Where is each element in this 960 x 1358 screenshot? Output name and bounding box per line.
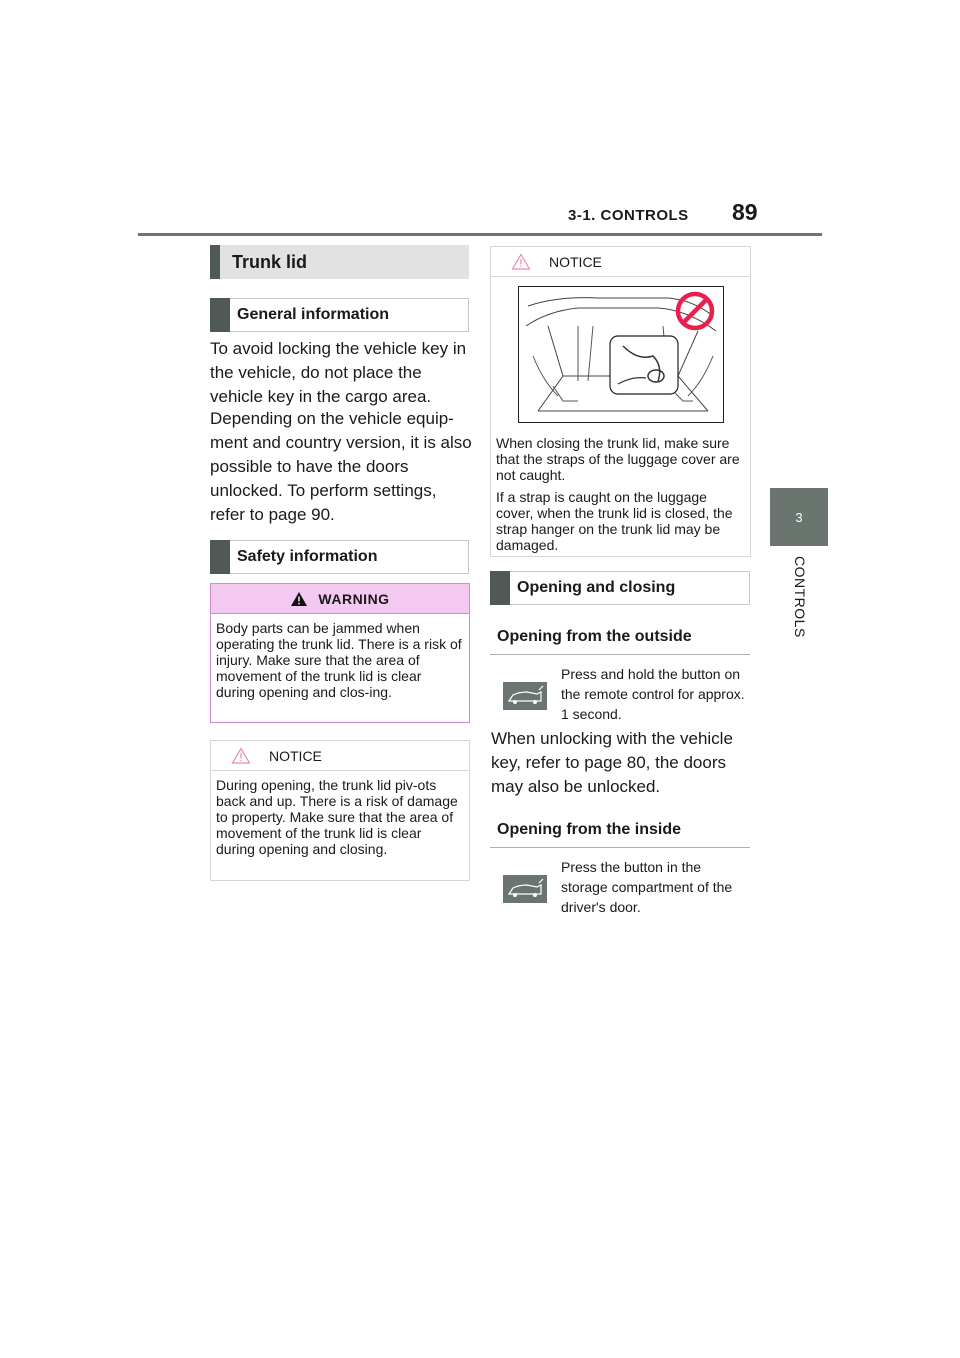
chapter-label-wrap — [786, 556, 810, 656]
subsection-opening-closing-title: Opening and closing — [517, 579, 676, 596]
notice-box-left — [210, 740, 470, 881]
section-title: 3-1. CONTROLS — [568, 207, 689, 224]
notice-box-right — [490, 246, 751, 557]
subsection-safety-information — [210, 540, 469, 574]
rule-outside — [490, 654, 750, 655]
trunk-button-icon-door — [503, 875, 547, 903]
trunk-button-icon-remote — [503, 682, 547, 710]
step-inside: Press the button in the storage compartment of the driver's door. — [561, 859, 733, 915]
subsection-general-information — [210, 298, 469, 332]
notice-icon — [231, 747, 251, 764]
section-trunk-lid — [210, 245, 469, 279]
car-trunk-icon — [503, 682, 547, 710]
chapter-number: 3 — [795, 509, 803, 525]
notice-text-right-1: When closing the trunk lid, make sure that the straps of the luggage cover are not caught. — [496, 435, 740, 483]
heading-opening-outside: Opening from the outside — [497, 628, 692, 645]
paragraph-key-location: To avoid locking the vehicle key in the vehicle, do not place the vehicle key in the cargo area. — [210, 339, 467, 406]
notice-header-left — [211, 741, 469, 771]
paragraph-equipment: Depending on the vehicle equip-ment and country version, it is also possible to have the doors unlocked. To perform settings, refer to page 90. — [210, 409, 472, 524]
warning-label: WARNING — [318, 590, 390, 607]
header-rule — [138, 233, 822, 236]
heading-opening-inside: Opening from the inside — [497, 821, 682, 838]
car-trunk-icon — [503, 875, 547, 903]
notice-label-right: NOTICE — [549, 253, 602, 270]
notice-text-left: During opening, the trunk lid piv-ots back and up. There is a risk of damage to property. Make sure that the area of movement of the trunk lid is clear during opening and closing. — [216, 777, 458, 857]
chapter-label: CONTROLS — [792, 556, 808, 638]
chapter-tab — [770, 488, 828, 546]
trunk-luggage-cover-illustration — [518, 286, 724, 423]
paragraph-unlock-key: When unlocking with the vehicle key, refer to page 80, the doors may also be unlocked. — [491, 729, 733, 796]
notice-text-right-2: If a strap is caught on the luggage cover, when the trunk lid is closed, the strap hanger on the trunk lid may be damaged. — [496, 489, 733, 553]
subsection-opening-closing — [490, 571, 750, 605]
warning-icon — [290, 591, 308, 607]
page-number: 89 — [732, 199, 758, 225]
section-trunk-lid-title: Trunk lid — [232, 251, 308, 272]
subsection-general-information-title: General information — [237, 306, 390, 323]
step-outside: Press and hold the button on the remote control for approx. 1 second. — [561, 666, 745, 722]
rule-inside — [490, 847, 750, 848]
warning-box — [210, 583, 470, 723]
warning-header — [211, 584, 469, 614]
warning-text: Body parts can be jammed when operating the trunk lid. There is a risk of injury. Make sure that the area of movement of the trunk lid is clear during opening and clos-ing. — [216, 620, 462, 700]
notice-icon — [511, 253, 531, 270]
subsection-safety-information-title: Safety information — [237, 548, 378, 565]
notice-label-left: NOTICE — [269, 747, 322, 764]
notice-header-right — [491, 247, 750, 277]
